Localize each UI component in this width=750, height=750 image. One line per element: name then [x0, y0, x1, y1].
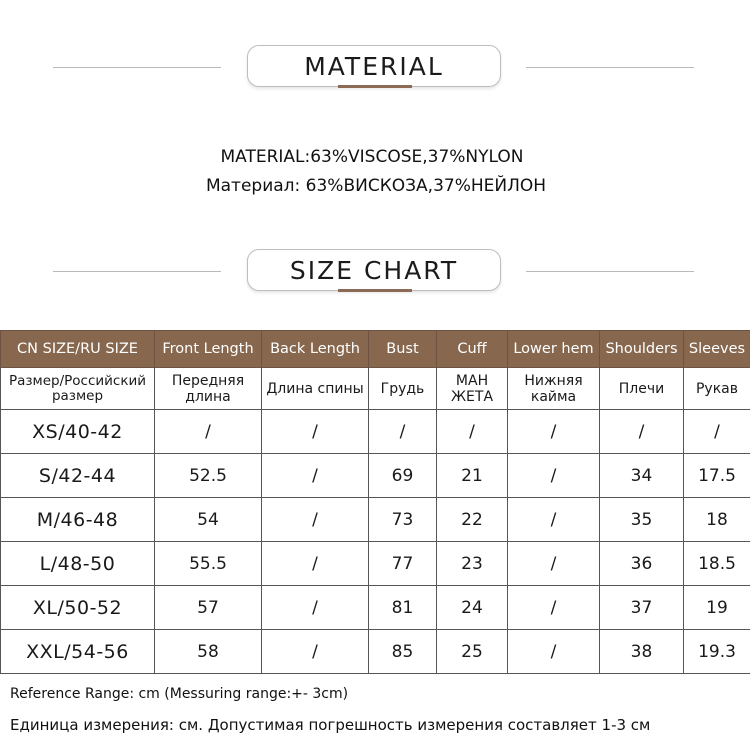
material-section-header — [0, 45, 750, 91]
measurement-cell: 73 — [369, 498, 437, 542]
size-label-cell: XXL/54-56 — [1, 630, 155, 674]
measurement-cell: / — [369, 410, 437, 454]
measurement-cell: / — [508, 586, 600, 630]
header-cn-ru-size: CN SIZE/RU SIZE — [1, 331, 155, 368]
header-ru-cuff: МАН ЖЕТА — [437, 368, 508, 410]
measurement-cell: 36 — [600, 542, 684, 586]
measurement-cell: / — [508, 630, 600, 674]
header-ru-lower-hem: Нижняя кайма — [508, 368, 600, 410]
measurement-cell: / — [684, 410, 750, 454]
measurement-cell: 85 — [369, 630, 437, 674]
measurement-cell: 38 — [600, 630, 684, 674]
measurement-cell: 21 — [437, 454, 508, 498]
size-label-cell: M/46-48 — [1, 498, 155, 542]
measurement-cell: 22 — [437, 498, 508, 542]
divider-right — [526, 271, 694, 272]
accent-bar — [338, 289, 412, 292]
size-label-cell: L/48-50 — [1, 542, 155, 586]
table-row — [1, 586, 750, 630]
measurement-cell: 34 — [600, 454, 684, 498]
measurement-cell: 18.5 — [684, 542, 750, 586]
header-row-en — [1, 331, 750, 368]
header-bust: Bust — [369, 331, 437, 368]
measurement-cell: / — [262, 410, 369, 454]
header-ru-bust: Грудь — [369, 368, 437, 410]
size-chart-section-header — [0, 249, 750, 295]
measurement-cell: 35 — [600, 498, 684, 542]
table-row — [1, 410, 750, 454]
measurement-cell: / — [262, 586, 369, 630]
material-heading: MATERIAL — [247, 45, 501, 87]
header-ru-shoulders: Плечи — [600, 368, 684, 410]
measurement-cell: / — [155, 410, 262, 454]
header-ru-front-length: Передняя длина — [155, 368, 262, 410]
measurement-cell: 58 — [155, 630, 262, 674]
size-chart-table — [0, 330, 750, 674]
measurement-cell: 81 — [369, 586, 437, 630]
measurement-cell: 18 — [684, 498, 750, 542]
measurement-cell: 17.5 — [684, 454, 750, 498]
table-row — [1, 498, 750, 542]
measurement-cell: 69 — [369, 454, 437, 498]
measurement-cell: / — [262, 542, 369, 586]
measurement-cell: / — [508, 498, 600, 542]
size-label-cell: S/42-44 — [1, 454, 155, 498]
header-ru-size: Размер/Российский размер — [1, 368, 155, 410]
measurement-cell: / — [508, 542, 600, 586]
header-lower-hem: Lower hem — [508, 331, 600, 368]
header-row-ru — [1, 368, 750, 410]
measurement-cell: 77 — [369, 542, 437, 586]
measurement-cell: 57 — [155, 586, 262, 630]
header-front-length: Front Length — [155, 331, 262, 368]
size-label-cell: XL/50-52 — [1, 586, 155, 630]
size-chart-heading: SIZE CHART — [247, 249, 501, 291]
measurement-cell: 52.5 — [155, 454, 262, 498]
measurement-cell: / — [508, 454, 600, 498]
measurement-cell: 25 — [437, 630, 508, 674]
table-row — [1, 630, 750, 674]
material-russian: Материал: 63%ВИСКОЗА,37%НЕЙЛОН — [205, 176, 547, 196]
size-label-cell: XS/40-42 — [1, 410, 155, 454]
header-back-length: Back Length — [262, 331, 369, 368]
footnote-english: Reference Range: cm (Messuring range:+- 3cm) — [10, 686, 349, 702]
header-shoulders: Shoulders — [600, 331, 684, 368]
divider-left — [53, 271, 221, 272]
table-row — [1, 542, 750, 586]
divider-left — [53, 67, 221, 68]
measurement-cell: / — [437, 410, 508, 454]
measurement-cell: 54 — [155, 498, 262, 542]
header-ru-back-length: Длина спины — [262, 368, 369, 410]
divider-right — [526, 67, 694, 68]
measurement-cell: / — [262, 630, 369, 674]
measurement-cell: / — [600, 410, 684, 454]
header-sleeves: Sleeves — [684, 331, 750, 368]
measurement-cell: 19.3 — [684, 630, 750, 674]
footnote-russian: Единица измерения: см. Допустимая погрешность измерения составляет 1-3 см — [10, 716, 651, 734]
measurement-cell: 19 — [684, 586, 750, 630]
accent-bar — [338, 85, 412, 88]
header-cuff: Cuff — [437, 331, 508, 368]
measurement-cell: 23 — [437, 542, 508, 586]
measurement-cell: / — [508, 410, 600, 454]
measurement-cell: 55.5 — [155, 542, 262, 586]
material-english: MATERIAL:63%VISCOSE,37%NYLON — [220, 147, 524, 167]
measurement-cell: / — [262, 498, 369, 542]
header-ru-sleeves: Рукав — [684, 368, 750, 410]
table-row — [1, 454, 750, 498]
measurement-cell: / — [262, 454, 369, 498]
measurement-cell: 37 — [600, 586, 684, 630]
measurement-cell: 24 — [437, 586, 508, 630]
